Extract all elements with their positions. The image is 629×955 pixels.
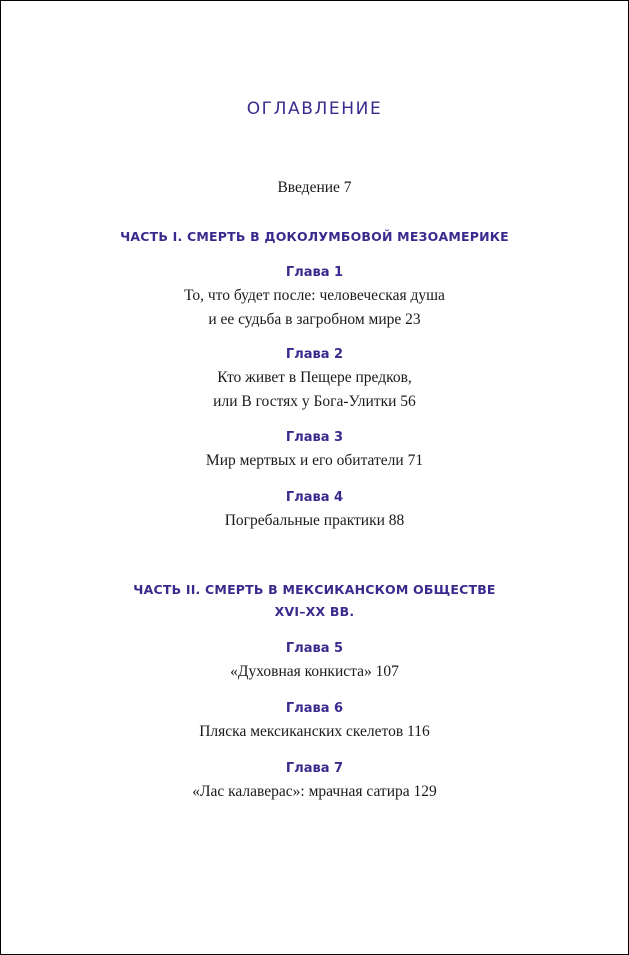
chapter-4-title[interactable]: Погребальные практики 88	[224, 512, 405, 529]
chapter-4-label[interactable]: Глава 4	[285, 490, 344, 505]
chapter-3-title[interactable]: Мир мертвых и его обитатели 71	[205, 452, 424, 469]
chapter-7-title[interactable]: «Лас калаверас»: мрачная сатира 129	[192, 783, 437, 800]
chapter-1-label[interactable]: Глава 1	[285, 265, 344, 280]
chapter-2-title-line-2[interactable]: или В гостях у Бога-Улитки 56	[213, 393, 416, 410]
chapter-7-label[interactable]: Глава 7	[285, 761, 344, 776]
chapter-1-title-line-2[interactable]: и ее судьба в загробном мире 23	[208, 311, 421, 328]
chapter-6-label[interactable]: Глава 6	[285, 701, 344, 716]
toc-title: ОГЛАВЛЕНИЕ	[246, 99, 383, 119]
chapter-2-title-line-1[interactable]: Кто живет в Пещере предков,	[217, 369, 412, 386]
chapter-6-title[interactable]: Пляска мексиканских скелетов 116	[199, 723, 430, 740]
part-2-heading-line-2[interactable]: XVI–XX ВВ.	[274, 604, 355, 619]
toc-entry-introduction[interactable]: Введение 7	[277, 179, 352, 196]
chapter-5-title[interactable]: «Духовная конкиста» 107	[230, 663, 399, 680]
chapter-2-label[interactable]: Глава 2	[285, 347, 344, 362]
part-1-heading[interactable]: ЧАСТЬ I. СМЕРТЬ В ДОКОЛУМБОВОЙ МЕЗОАМЕРИКЕ	[120, 229, 509, 244]
chapter-1-title-line-1[interactable]: То, что будет после: человеческая душа	[184, 287, 445, 304]
part-2-heading-line-1[interactable]: ЧАСТЬ II. СМЕРТЬ В МЕКСИКАНСКОМ ОБЩЕСТВЕ	[133, 582, 496, 597]
chapter-5-label[interactable]: Глава 5	[285, 641, 344, 656]
chapter-3-label[interactable]: Глава 3	[285, 430, 344, 445]
